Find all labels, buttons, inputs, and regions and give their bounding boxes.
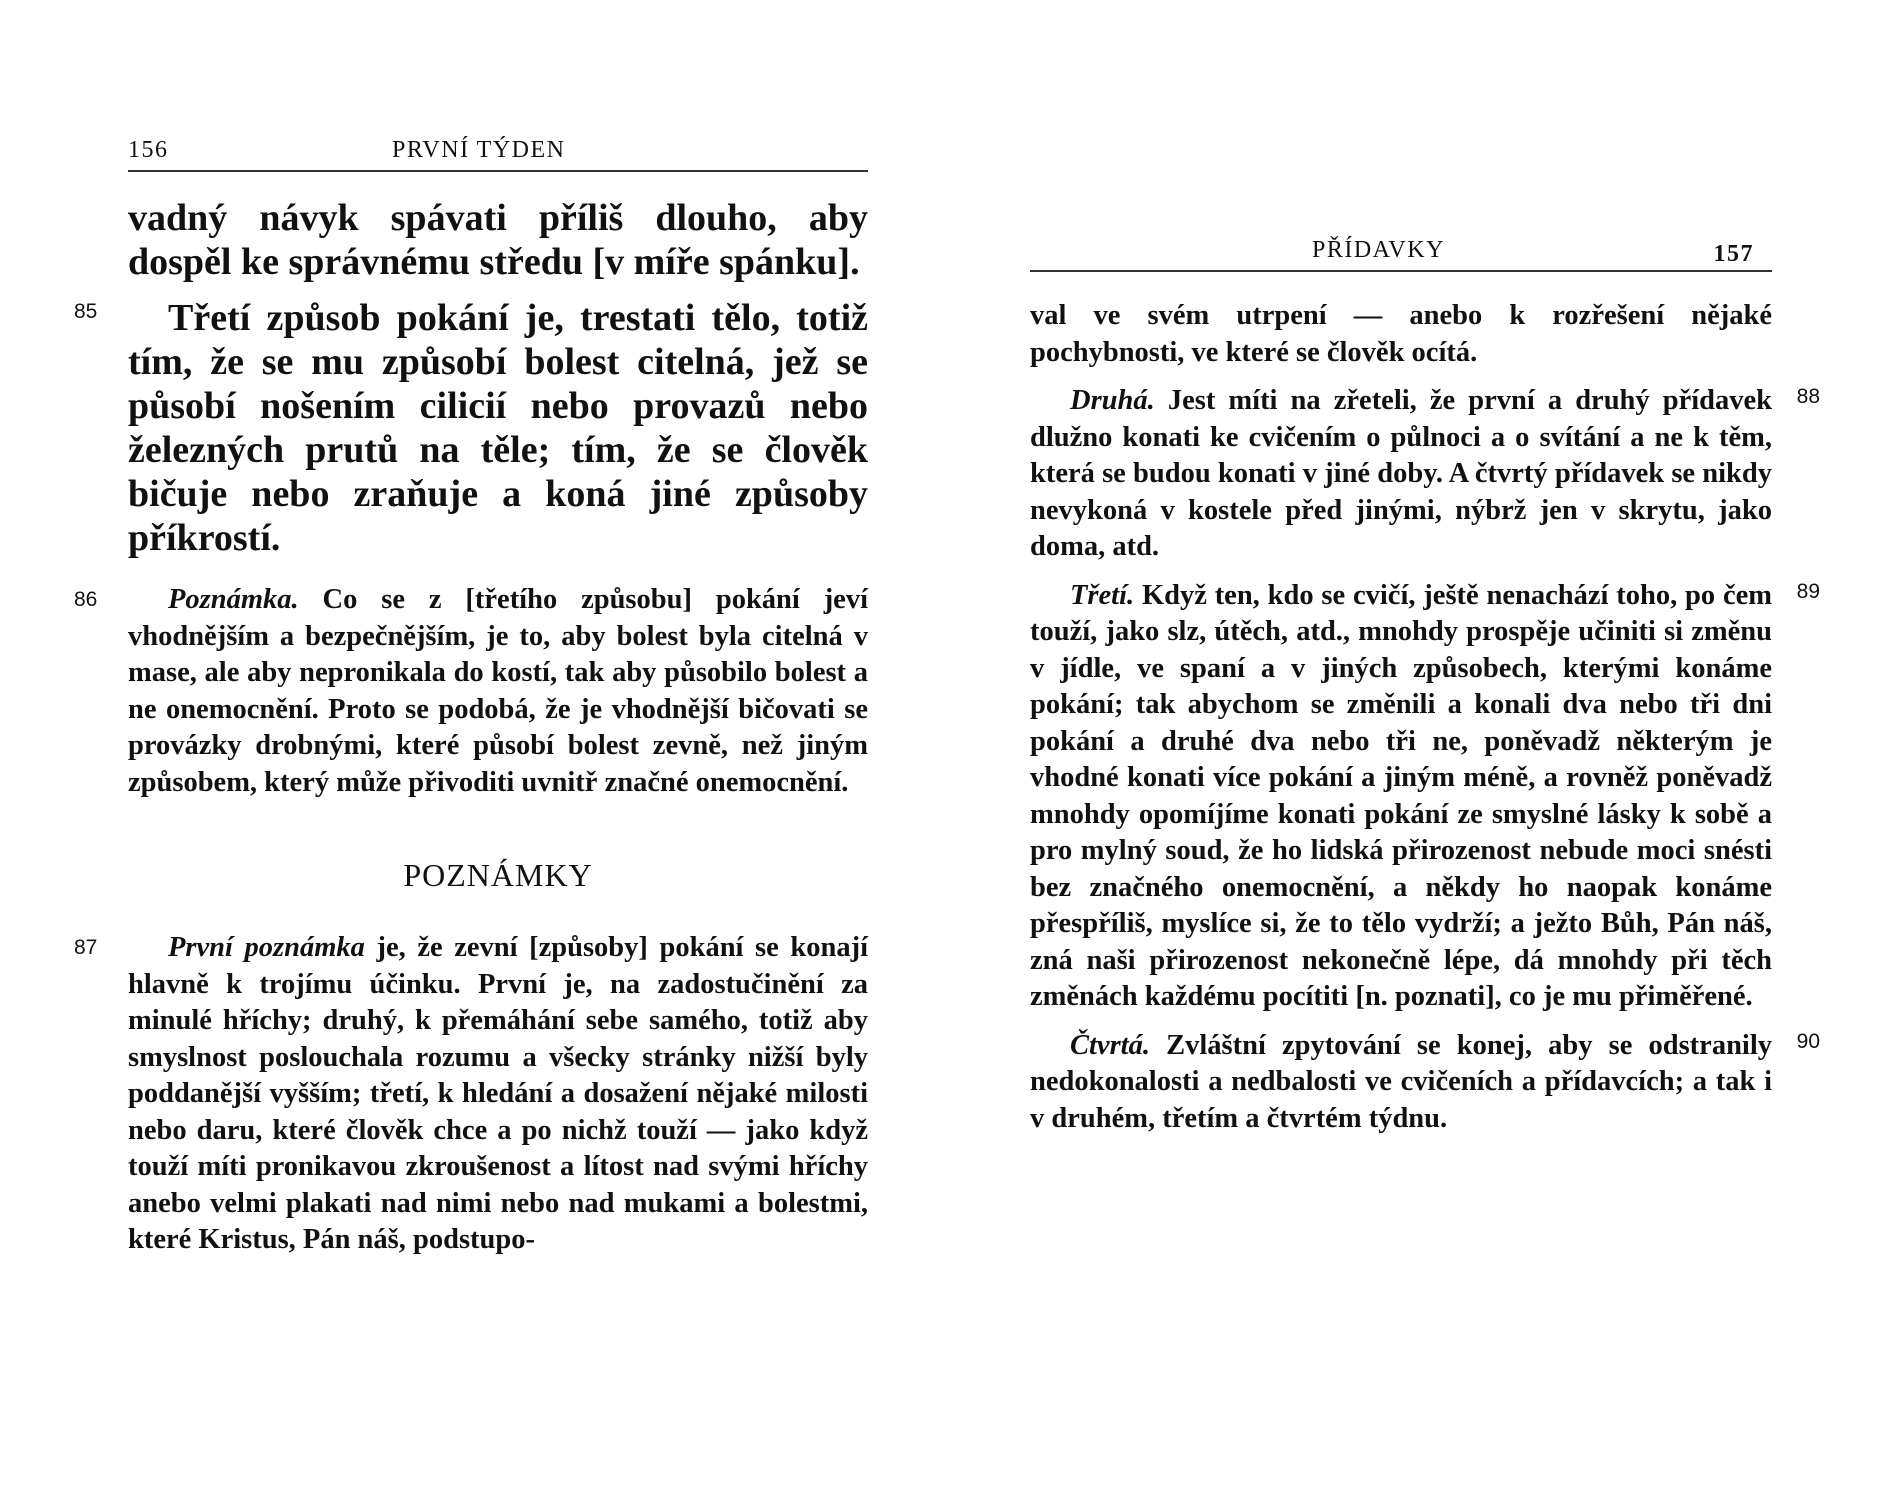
paragraph-86 [74,582,868,801]
margin-number: 87 [74,936,98,959]
running-head [128,126,868,172]
section-heading: POZNÁMKY [403,857,593,893]
margin-number: 85 [74,300,98,323]
paragraph-body: Co se z [třetího způsobu] pokání jeví vhodnějším a bezpečnějším, je to, aby bolest byla citelná v mase, ale aby nepronikala do kostí, tak aby působilo bolest a ne onemocnění. Proto se podobá, že je vhodnější bičovati se provázky drobnými, které působí bolest zevně, než jiným způsobem, který může přivoditi uvnitř značné onemocnění. [128,584,868,798]
paragraph-lead: První poznámka [168,932,365,963]
paragraph-lead: Třetí. [1070,579,1135,611]
paragraph-text [1030,578,1772,1016]
paragraph-87 [74,930,868,1259]
margin-number: 86 [74,588,98,611]
paragraph-body: je, že zevní [způsoby] pokání se konají hlavně k trojímu účinku. První je, na zadostučinění za minulé hříchy; druhý, k přemáhání sebe samého, totiž aby smyslnost poslouchala rozumu a všecky stránky nižší byly poddanější vyšším; třetí, k hledání a dosažení nějaké milosti nebo daru, které člověk chce a po nichž touží — jako když touží míti pronikavou zkroušenost a lítost nad svými hříchy anebo velmi plakati nad nimi nebo nad mukami a bolestmi, které Kristus, Pán náš, podstupo- [128,932,868,1255]
running-head [1030,226,1772,272]
paragraph-text [1030,383,1772,566]
paragraph-body: Když ten, kdo se cvičí, ještě nenachází toho, po čem touží, jako slz, útěch, atd., mnohdy prospěje učiniti si změnu v jídle, ve spaní a v jiných způsobech, kterými konáme pokání; tak abychom se změnili a konali dva nebo tři dni pokání a druhé dva nebo tři ne, poněvadž některým je vhodné konati více pokání a jiným méně, a rovněž poněvadž mnohdy opomíjíme konati pokání ze smyslné lásky k sobě a pro mylný soud, že ho lidská přirozenost nebude moci snésti bez značného onemocnění, a někdy ho naopak konáme přespříliš, myslíce si, že to tělo vydrží; a ježto Bůh, Pán náš, zná naši přirozenost nekonečně lépe, dá mnohdy při těch změnách každému pocítiti [n. poznati], co je mu přiměřené. [1030,579,1772,1012]
paragraph-85 [74,296,868,560]
paragraph-text: Třetí způsob pokání je, trestati tělo, totiž tím, že se mu způsobí bolest citelná, jež se působí nošením cilicií nebo provazů nebo železných prutů na těle; tím, že se člověk bičuje nebo zraňuje a koná jiné způsoby příkrostí. [128,297,868,559]
running-head-title: PRVNÍ TÝDEN [392,137,566,163]
paragraph-body: Jest míti na zřeteli, že první a druhý přídavek dlužno konati ke cvičením o půlnoci a o svítání a ne k těm, která se budou konati v jiné doby. A čtvrtý přídavek se nikdy nevykoná v kostele před jinými, nýbrž jen v skrytu, jako doma, atd. [1030,385,1772,562]
page-number: 156 [128,137,169,163]
page-body [1030,298,1820,1137]
paragraph-lead: Čtvrtá. [1070,1029,1150,1061]
paragraph-lead: Druhá. [1070,385,1155,416]
paragraph-89 [1030,578,1820,1016]
margin-number: 90 [1796,1029,1820,1053]
page-body [74,196,868,1259]
paragraph-text [128,582,868,801]
running-head-title: PŘÍDAVKY [1312,237,1445,263]
margin-number: 89 [1796,579,1820,603]
page-number: 157 [1713,241,1754,267]
margin-number: 88 [1796,385,1820,408]
paragraph-body: Zvláštní zpytování se konej, aby se odstranily nedokonalosti a nedbalosti ve cvičeních a přídavcích; a tak i v druhém, třetím a čtvrtém týdnu. [1030,1029,1773,1134]
paragraph-text [128,930,868,1259]
paragraph-text [1030,1028,1772,1138]
paragraph-90 [1030,1028,1820,1138]
paragraph-lead: Poznámka. [168,584,299,615]
continuation-paragraph: val ve svém utrpení — anebo k rozřešení nějaké pochybnosti, ve které se člověk ocítá. [1030,300,1772,368]
paragraph-88 [1030,383,1820,566]
continuation-paragraph: vadný návyk spávati příliš dlouho, aby dospěl ke správnému středu [v míře spánku]. [128,197,868,283]
